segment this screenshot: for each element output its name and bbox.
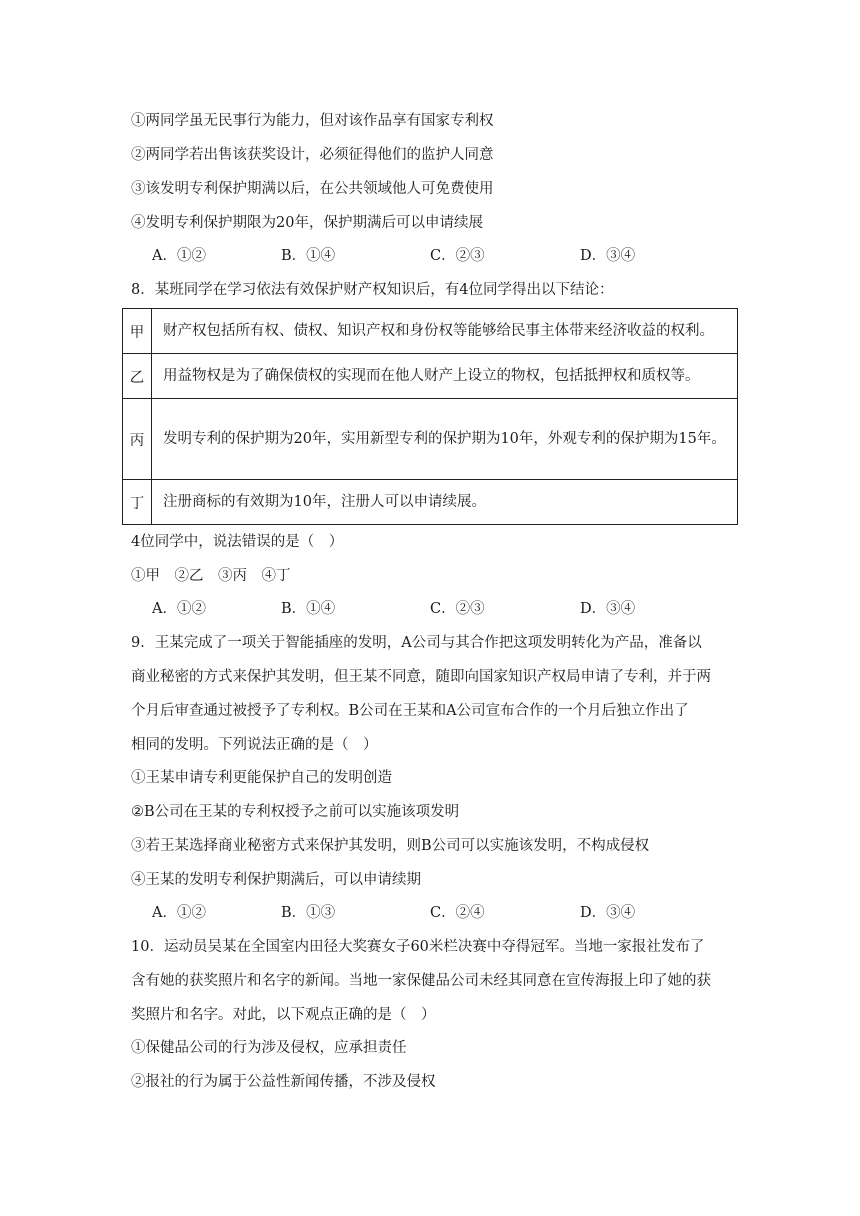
- q10-stem-line-3: 奖照片和名字。对此，以下观点正确的是（ ）: [131, 1007, 436, 1023]
- q7-statement-4: ④发明专利保护期限为20年，保护期满后可以申请续展: [131, 215, 483, 231]
- q8-option-c: C．②③: [430, 601, 485, 617]
- q7-option-d: D．③④: [580, 248, 636, 264]
- q9-option-a: A．①②: [152, 905, 206, 921]
- table-row: [123, 354, 738, 399]
- q7-option-b: B．①④: [281, 248, 336, 264]
- q7-statement-2: ②两同学若出售该获奖设计，必须征得他们的监护人同意: [131, 147, 494, 163]
- q7-option-a: A．①②: [152, 248, 206, 264]
- q8-option-a: A．①②: [152, 601, 206, 617]
- q7-statement-1: ①两同学虽无民事行为能力，但对该作品享有国家专利权: [131, 113, 494, 129]
- q8-conclusions-table: [122, 308, 738, 525]
- q8-choices: ①甲 ②乙 ③丙 ④丁: [131, 568, 291, 584]
- row-key: 丁: [123, 480, 152, 525]
- q10-statement-1: ①保健品公司的行为涉及侵权，应承担责任: [131, 1040, 407, 1056]
- q8-option-b: B．①④: [281, 601, 336, 617]
- q7-statement-3: ③该发明专利保护期满以后，在公共领域他人可免费使用: [131, 181, 494, 197]
- q9-option-b: B．①③: [281, 905, 336, 921]
- q9-stem-line-4: 相同的发明。下列说法正确的是（ ）: [131, 737, 378, 753]
- q9-stem-line-3: 个月后审查通过被授予了专利权。B公司在王某和A公司宣布合作的一个月后独立作出了: [131, 703, 689, 719]
- q10-stem-line-1: 10．运动员吴某在全国室内田径大奖赛女子60米栏决赛中夺得冠军。当地一家报社发布了: [131, 939, 705, 955]
- row-text: 财产权包括所有权、债权、知识产权和身份权等能够给民事主体带来经济收益的权利。: [152, 309, 738, 354]
- q9-statement-2: ②B公司在王某的专利权授予之前可以实施该项发明: [131, 804, 460, 820]
- q9-option-c: C．②④: [430, 905, 485, 921]
- table-row: [123, 399, 738, 480]
- q9-stem-line-2: 商业秘密的方式来保护其发明，但王某不同意，随即向国家知识产权局申请了专利，并于两: [131, 669, 711, 685]
- row-key: 丙: [123, 399, 152, 480]
- q8-option-d: D．③④: [580, 601, 636, 617]
- row-text: 用益物权是为了确保债权的实现而在他人财产上设立的物权，包括抵押权和质权等。: [152, 354, 738, 399]
- q9-statement-3: ③若王某选择商业秘密方式来保护其发明，则B公司可以实施该发明，不构成侵权: [131, 838, 650, 854]
- row-text: 发明专利的保护期为20年，实用新型专利的保护期为10年，外观专利的保护期为15年。: [152, 399, 738, 480]
- row-key: 甲: [123, 309, 152, 354]
- q9-statement-4: ④王某的发明专利保护期满后，可以申请续期: [131, 872, 421, 888]
- q8-question: 4位同学中，说法错误的是（ ）: [131, 534, 344, 550]
- row-text: 注册商标的有效期为10年，注册人可以申请续展。: [152, 480, 738, 525]
- q9-stem-line-1: 9．王某完成了一项关于智能插座的发明，A公司与其合作把这项发明转化为产品，准备以: [131, 635, 702, 651]
- q9-statement-1: ①王某申请专利更能保护自己的发明创造: [131, 770, 392, 786]
- q9-option-d: D．③④: [580, 905, 636, 921]
- table-row: [123, 480, 738, 525]
- q10-statement-2: ②报社的行为属于公益性新闻传播，不涉及侵权: [131, 1074, 436, 1090]
- q8-stem: 8．某班同学在学习依法有效保护财产权知识后，有4位同学得出以下结论：: [131, 282, 614, 298]
- row-key: 乙: [123, 354, 152, 399]
- table-row: [123, 309, 738, 354]
- q7-option-c: C．②③: [430, 248, 485, 264]
- q10-stem-line-2: 含有她的获奖照片和名字的新闻。当地一家保健品公司未经其同意在宣传海报上印了她的获: [131, 973, 711, 989]
